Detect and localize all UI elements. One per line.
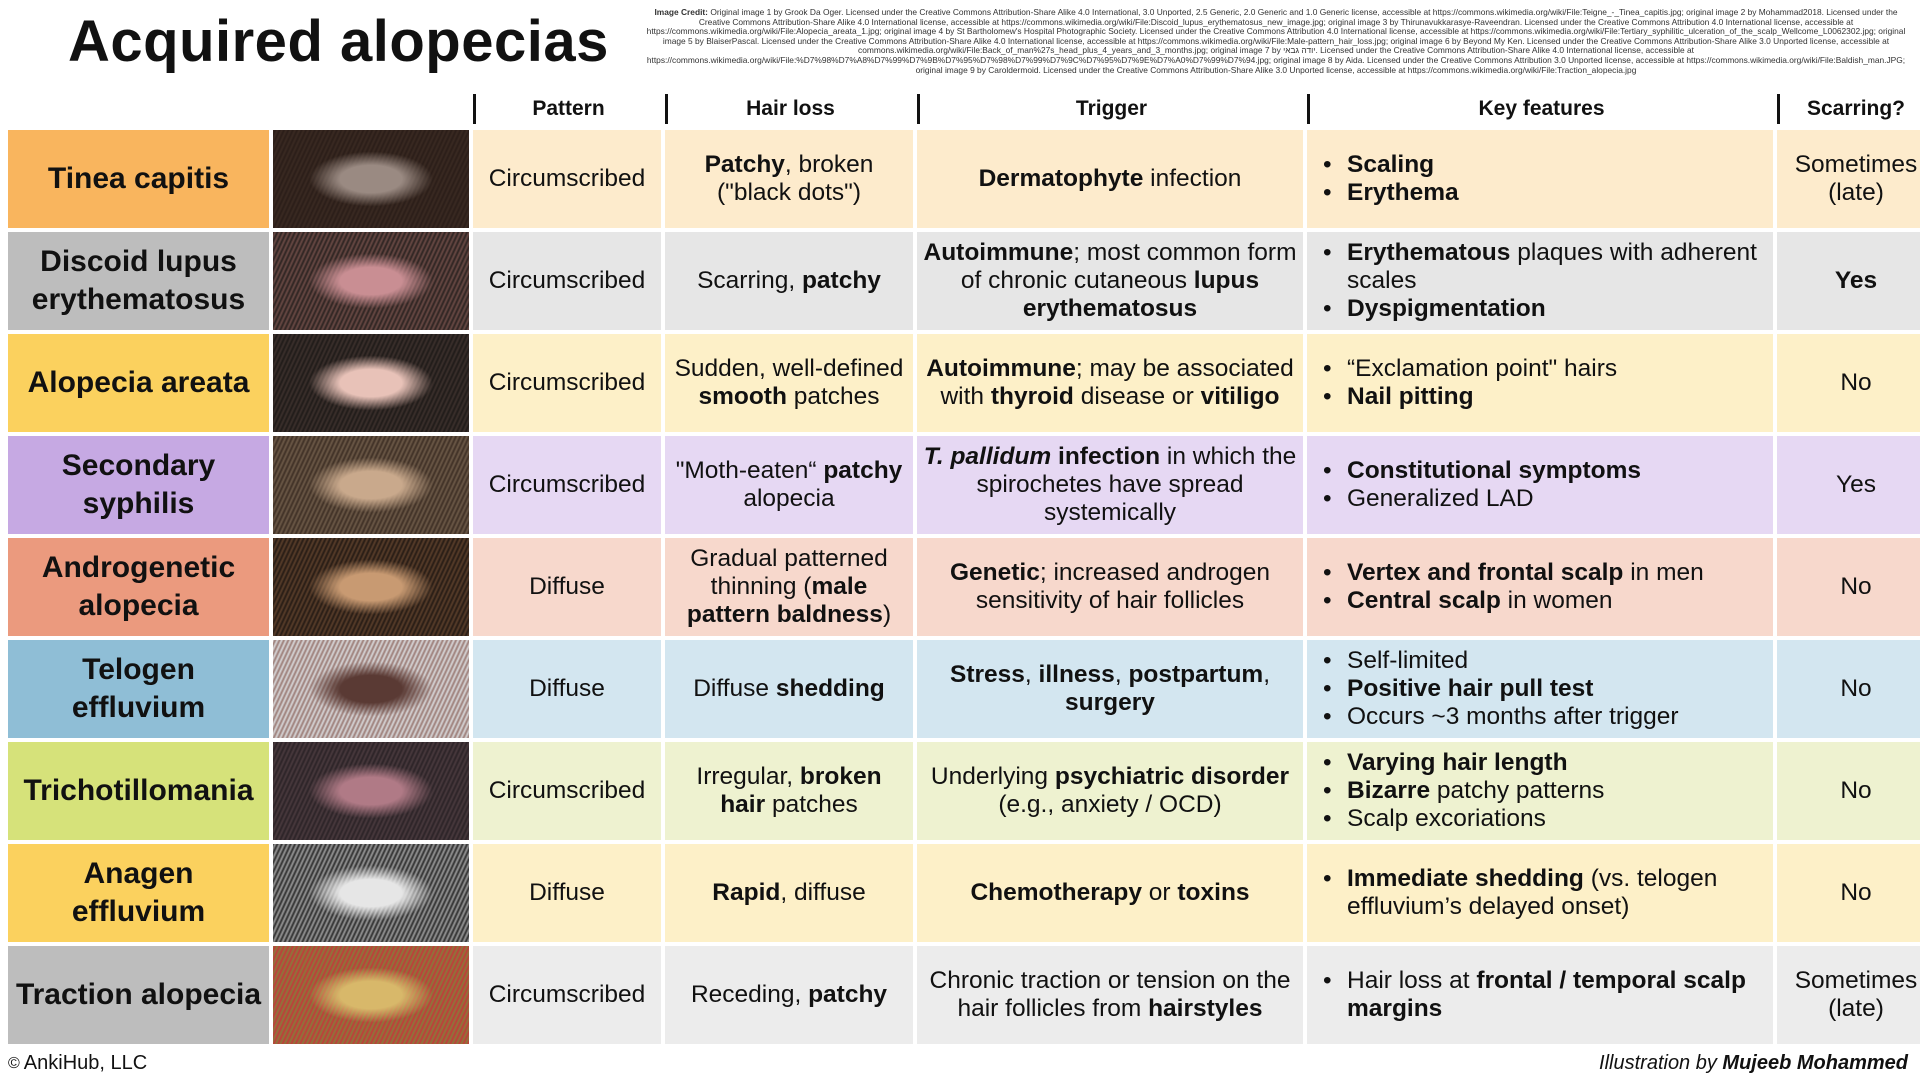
scarring-cell [1777, 844, 1920, 942]
key-feature-item [1321, 749, 1604, 777]
text-run: Scaling [1347, 151, 1435, 178]
image-credit-label: Image Credit: [654, 7, 708, 17]
trigger-cell [917, 130, 1303, 228]
text-run: Irregular, [696, 763, 800, 790]
trigger-cell [917, 742, 1303, 840]
text-run: hairstyles [1148, 995, 1263, 1022]
key-feature-item [1321, 967, 1767, 1023]
text-run: Chronic traction or tension on the hair follicles from [929, 967, 1291, 1022]
text-run: Bizarre [1347, 777, 1431, 804]
scalp-photo-androgenetic-alopecia [273, 538, 469, 636]
text-run: Self-limited [1347, 647, 1469, 674]
text-run: thyroid [990, 383, 1074, 410]
key-features-cell [1307, 232, 1773, 330]
key-feature-item [1321, 239, 1767, 295]
trigger-text [923, 355, 1297, 411]
text-run: plaques with adherent scales [1347, 239, 1757, 294]
scarring-text [1840, 879, 1871, 907]
photo-texture [273, 538, 469, 636]
key-feature-item [1321, 151, 1459, 179]
scalp-photo-tinea-capitis [273, 130, 469, 228]
text-run: or [1141, 879, 1178, 906]
photo-texture [273, 640, 469, 738]
key-feature-item [1321, 805, 1604, 833]
text-run: Erythematous [1347, 239, 1511, 266]
header-hair-loss: Hair loss [665, 94, 913, 124]
key-features-cell [1307, 640, 1773, 738]
trigger-cell [917, 436, 1303, 534]
scarring-text [1836, 471, 1876, 499]
text-run: shedding [775, 675, 885, 702]
text-run: patches [765, 791, 858, 818]
condition-name: Discoid lupus erythematosus [8, 232, 269, 330]
text-run: Immediate shedding [1347, 865, 1584, 892]
key-features-cell [1307, 436, 1773, 534]
key-feature-item [1321, 587, 1704, 615]
text-run: lupus erythematosus [1022, 267, 1260, 322]
key-features-list [1321, 865, 1767, 921]
scalp-photo-secondary-syphilis [273, 436, 469, 534]
text-run: ; may be associated with [940, 355, 1294, 410]
text-run: , [1263, 661, 1270, 688]
header-photo-blank [273, 94, 469, 124]
photo-texture [273, 130, 469, 228]
text-run: patchy [808, 981, 888, 1008]
scarring-text [1840, 675, 1871, 703]
key-feature-item [1321, 457, 1641, 485]
text-run: , broken ("black dots") [716, 151, 874, 206]
pattern-cell: Circumscribed [473, 334, 661, 432]
scarring-text [1783, 967, 1920, 1023]
alopecia-table [8, 92, 1918, 1044]
key-features-cell [1307, 130, 1773, 228]
pattern-cell: Circumscribed [473, 946, 661, 1044]
text-run: Central scalp [1347, 587, 1501, 614]
photo-texture [273, 946, 469, 1044]
trigger-text [923, 559, 1297, 615]
text-run: postpartum [1128, 661, 1264, 688]
text-run: T. pallidum [923, 443, 1052, 470]
text-run: Rapid [712, 879, 781, 906]
text-run: patchy [823, 457, 903, 484]
trigger-text [923, 443, 1297, 527]
scarring-cell [1777, 640, 1920, 738]
condition-name: Anagen effluvium [8, 844, 269, 942]
trigger-text [979, 165, 1242, 193]
hair-loss-cell [665, 436, 913, 534]
text-run: Nail pitting [1347, 383, 1474, 410]
key-feature-item [1321, 295, 1767, 323]
text-run: patches [786, 383, 880, 410]
scalp-photo-alopecia-areata [273, 334, 469, 432]
hair-loss-cell [665, 232, 913, 330]
condition-name: Androgenetic alopecia [8, 538, 269, 636]
hair-loss-text [697, 267, 881, 295]
hair-loss-cell [665, 946, 913, 1044]
pattern-cell: Circumscribed [473, 232, 661, 330]
key-features-list [1321, 559, 1704, 615]
image-credit-text: Original image 1 by Grook Da Oger. Licensed under the Creative Commons Attribution-Share Alike 4.0 International, 3.0 Unported, 2.5 Generic, 2.0 Generic and 1.0 Generic license, accessible at https://commons.wikimedia.org/wiki/File:Teigne_-_Tinea_capitis.jpg; original image 2 by Mohammad2018. Licensed under the Creative Commons Attribution-Share Alike 4.0 International license, accessible at https://commons.wikimedia.org/wiki/File:Discoid_lupus_erythematosus_new_image.jpg; original image 3 by Thirunavukkarasye-Raveendran. Licensed under the Creative Commons Attribution 4.0 International license, accessible at https://commons.wikimedia.org/wiki/File:Alopecia_areata_1.jpg; original image 4 by St Bartholomew's Hospital Photographic Society. Licensed under the Creative Commons Attribution 4.0 International license, accessible at https://commons.wikimedia.org/wiki/File:Tertiary_syphilitic_ulceration_of_the_scalp_Wellcome_L0062302.jpg; original image 5 by BlaiserPascal. Licensed under the Creative Commons Attribution-Share Alike 4.0 International license, accessible at https://commons.wikimedia.org/wiki/File:Male-pattern_hair_loss.jpg; original image 6 by Beyond My Ken. Licensed under the Creative Commons Attribution-Share Alike 3.0 Unported license, accessible at commons.wikimedia.org/wiki/File:Back_of_man%27s_head_plus_4_years_and_3_months.jpg; original image 7 by יודה גבאי. Licensed under the Creative Commons Attribution-Share Alike 4.0 International license, accessible at https://commons.wikimedia.org/wiki/File:%D7%98%D7%A8%D7%99%D7%9B%D7%95%D7%98%D7%99%D7%9C%D7%95%D7%9E%D7%A0%D7%99%D7%94.jpg; original image 8 by Aida. Licensed under the Creative Commons Attribution 3.0 Unported license, accessible at https://commons.wikimedia.org/wiki/File:Baldish_man.JPG; original image 9 by Caroldermoid. Licensed under the Creative Commons Attribution-Share Alike 3.0 Unported license, accessible at https://commons.wikimedia.org/wiki/File:Traction_alopecia.jpg [646, 7, 1906, 75]
text-run: Generalized LAD [1347, 485, 1534, 512]
key-features-list [1321, 967, 1767, 1023]
scalp-photo-telogen-effluvium [273, 640, 469, 738]
text-run: in which the spirochetes have spread systemically [976, 443, 1297, 526]
key-feature-item [1321, 647, 1679, 675]
key-features-list [1321, 355, 1617, 411]
text-run: , [1024, 661, 1039, 688]
scarring-cell [1777, 232, 1920, 330]
condition-name: Telogen effluvium [8, 640, 269, 738]
text-run: infection [1051, 443, 1161, 470]
scarring-cell [1777, 742, 1920, 840]
page-title: Acquired alopecias [68, 9, 609, 74]
text-run: No [1840, 675, 1872, 702]
hair-loss-text [671, 151, 907, 207]
text-run: Yes [1836, 471, 1876, 498]
trigger-text [923, 967, 1297, 1023]
scarring-text [1840, 573, 1871, 601]
text-run: surgery [1065, 689, 1155, 716]
pattern-cell: Diffuse [473, 844, 661, 942]
header-scarring: Scarring? [1777, 94, 1920, 124]
text-run: Chemotherapy [970, 879, 1142, 906]
photo-texture [273, 232, 469, 330]
scarring-cell [1777, 946, 1920, 1044]
header-pattern: Pattern [473, 94, 661, 124]
scarring-cell [1777, 436, 1920, 534]
trigger-text [923, 763, 1297, 819]
text-run: Positive hair pull test [1347, 675, 1594, 702]
text-run: Varying hair length [1347, 749, 1568, 776]
header-trigger: Trigger [917, 94, 1303, 124]
pattern-cell: Circumscribed [473, 742, 661, 840]
key-features-cell [1307, 334, 1773, 432]
text-run: ; most common form of chronic cutaneous [960, 239, 1297, 294]
illustration-author: Mujeeb Mohammed [1722, 1052, 1908, 1074]
scarring-text [1783, 151, 1920, 207]
key-feature-item [1321, 865, 1767, 921]
hair-loss-text [712, 879, 865, 907]
condition-name: Alopecia areata [8, 334, 269, 432]
text-run: No [1840, 879, 1872, 906]
text-run: , diffuse [780, 879, 866, 906]
text-run: male pattern baldness [686, 573, 883, 628]
key-feature-item [1321, 777, 1604, 805]
trigger-text [970, 879, 1249, 907]
text-run: alopecia [743, 485, 835, 512]
header-key-features: Key features [1307, 94, 1773, 124]
header-blank [8, 94, 269, 124]
scarring-cell [1777, 538, 1920, 636]
text-run: toxins [1177, 879, 1250, 906]
key-features-cell [1307, 538, 1773, 636]
trigger-cell [917, 232, 1303, 330]
hair-loss-cell [665, 742, 913, 840]
key-features-list [1321, 457, 1641, 513]
text-run: Scalp excoriations [1347, 805, 1546, 832]
hair-loss-text [691, 981, 887, 1009]
text-run: Diffuse [693, 675, 776, 702]
text-run: Gradual patterned thinning ( [690, 545, 888, 600]
text-run: Genetic [949, 559, 1040, 586]
trigger-text [923, 239, 1297, 323]
text-run: illness [1038, 661, 1115, 688]
text-run: Sometimes (late) [1794, 967, 1918, 1022]
scalp-photo-traction-alopecia [273, 946, 469, 1044]
key-feature-item [1321, 179, 1459, 207]
illustration-credit [1599, 1052, 1908, 1075]
text-run: Dyspigmentation [1347, 295, 1546, 322]
scarring-cell [1777, 130, 1920, 228]
hair-loss-cell [665, 844, 913, 942]
image-credit [640, 8, 1912, 75]
text-run: Vertex and frontal scalp [1347, 559, 1624, 586]
key-feature-item [1321, 703, 1679, 731]
scalp-photo-trichotillomania [273, 742, 469, 840]
text-run: No [1840, 573, 1872, 600]
hair-loss-text [671, 355, 907, 411]
pattern-cell: Circumscribed [473, 436, 661, 534]
key-features-list [1321, 239, 1767, 323]
condition-name: Tinea capitis [8, 130, 269, 228]
illustration-prefix: Illustration by [1599, 1052, 1723, 1074]
trigger-cell [917, 946, 1303, 1044]
trigger-cell [917, 538, 1303, 636]
scarring-text [1840, 777, 1871, 805]
key-feature-item [1321, 355, 1617, 383]
text-run: smooth [698, 383, 787, 410]
hair-loss-text [671, 457, 907, 513]
condition-name: Traction alopecia [8, 946, 269, 1044]
text-run: Yes [1834, 267, 1878, 294]
key-feature-item [1321, 485, 1641, 513]
key-feature-item [1321, 559, 1704, 587]
text-run: Receding, [690, 981, 809, 1008]
copyright-icon: © [8, 1054, 20, 1072]
hair-loss-text [693, 675, 885, 703]
hair-loss-cell [665, 640, 913, 738]
text-run: (e.g., anxiety / OCD) [998, 791, 1222, 818]
text-run: Underlying [930, 763, 1055, 790]
condition-name: Trichotillomania [8, 742, 269, 840]
text-run: (vs. telogen effluvium’s delayed onset) [1347, 865, 1718, 920]
hair-loss-cell [665, 334, 913, 432]
text-run: frontal / temporal scalp margins [1347, 967, 1746, 1022]
text-run: psychiatric disorder [1054, 763, 1290, 790]
text-run: Scarring, [697, 267, 802, 294]
hair-loss-cell [665, 538, 913, 636]
scalp-photo-anagen-effluvium [273, 844, 469, 942]
pattern-cell: Diffuse [473, 538, 661, 636]
trigger-cell [917, 640, 1303, 738]
text-run: Constitutional symptoms [1347, 457, 1642, 484]
copyright-text: AnkiHub, LLC [23, 1052, 148, 1074]
pattern-cell: Diffuse [473, 640, 661, 738]
text-run: No [1840, 369, 1872, 396]
text-run: ; increased androgen sensitivity of hair follicles [975, 559, 1271, 614]
text-run: broken hair [720, 763, 882, 818]
text-run: Occurs ~3 months after trigger [1347, 703, 1679, 730]
scalp-photo-discoid-lupus [273, 232, 469, 330]
condition-name: Secondary syphilis [8, 436, 269, 534]
trigger-cell [917, 844, 1303, 942]
photo-texture [273, 334, 469, 432]
text-run: ) [882, 601, 892, 628]
text-run: in women [1500, 587, 1613, 614]
trigger-cell [917, 334, 1303, 432]
text-run: Dermatophyte [978, 165, 1144, 192]
scarring-cell [1777, 334, 1920, 432]
scarring-text [1840, 369, 1871, 397]
photo-texture [273, 844, 469, 942]
text-run: infection [1143, 165, 1242, 192]
hair-loss-cell [665, 130, 913, 228]
text-run: vitiligo [1200, 383, 1280, 410]
key-features-cell [1307, 844, 1773, 942]
key-features-list [1321, 647, 1679, 731]
copyright [8, 1052, 147, 1075]
key-features-list [1321, 749, 1604, 833]
trigger-text [923, 661, 1297, 717]
key-feature-item [1321, 675, 1679, 703]
scarring-text [1835, 267, 1877, 295]
pattern-cell: Circumscribed [473, 130, 661, 228]
text-run: , [1114, 661, 1129, 688]
key-features-list [1321, 151, 1459, 207]
text-run: Sometimes (late) [1794, 151, 1918, 206]
text-run: patchy patterns [1430, 777, 1605, 804]
text-run: Patchy [704, 151, 785, 178]
text-run: patchy [801, 267, 881, 294]
text-run: Stress [950, 661, 1025, 688]
text-run: Hair loss at [1347, 967, 1477, 994]
key-features-cell [1307, 946, 1773, 1044]
text-run: No [1840, 777, 1872, 804]
key-feature-item [1321, 383, 1617, 411]
photo-texture [273, 436, 469, 534]
text-run: Sudden, well-defined [674, 355, 904, 382]
key-features-cell [1307, 742, 1773, 840]
text-run: Erythema [1347, 179, 1459, 206]
text-run: Autoimmune [923, 239, 1074, 266]
text-run: in men [1623, 559, 1704, 586]
text-run: Autoimmune [926, 355, 1076, 382]
photo-texture [273, 742, 469, 840]
hair-loss-text [671, 763, 907, 819]
hair-loss-text [671, 545, 907, 629]
text-run: disease or [1073, 383, 1201, 410]
text-run: “Exclamation point" hairs [1347, 355, 1618, 382]
text-run: "Moth-eaten“ [675, 457, 824, 484]
